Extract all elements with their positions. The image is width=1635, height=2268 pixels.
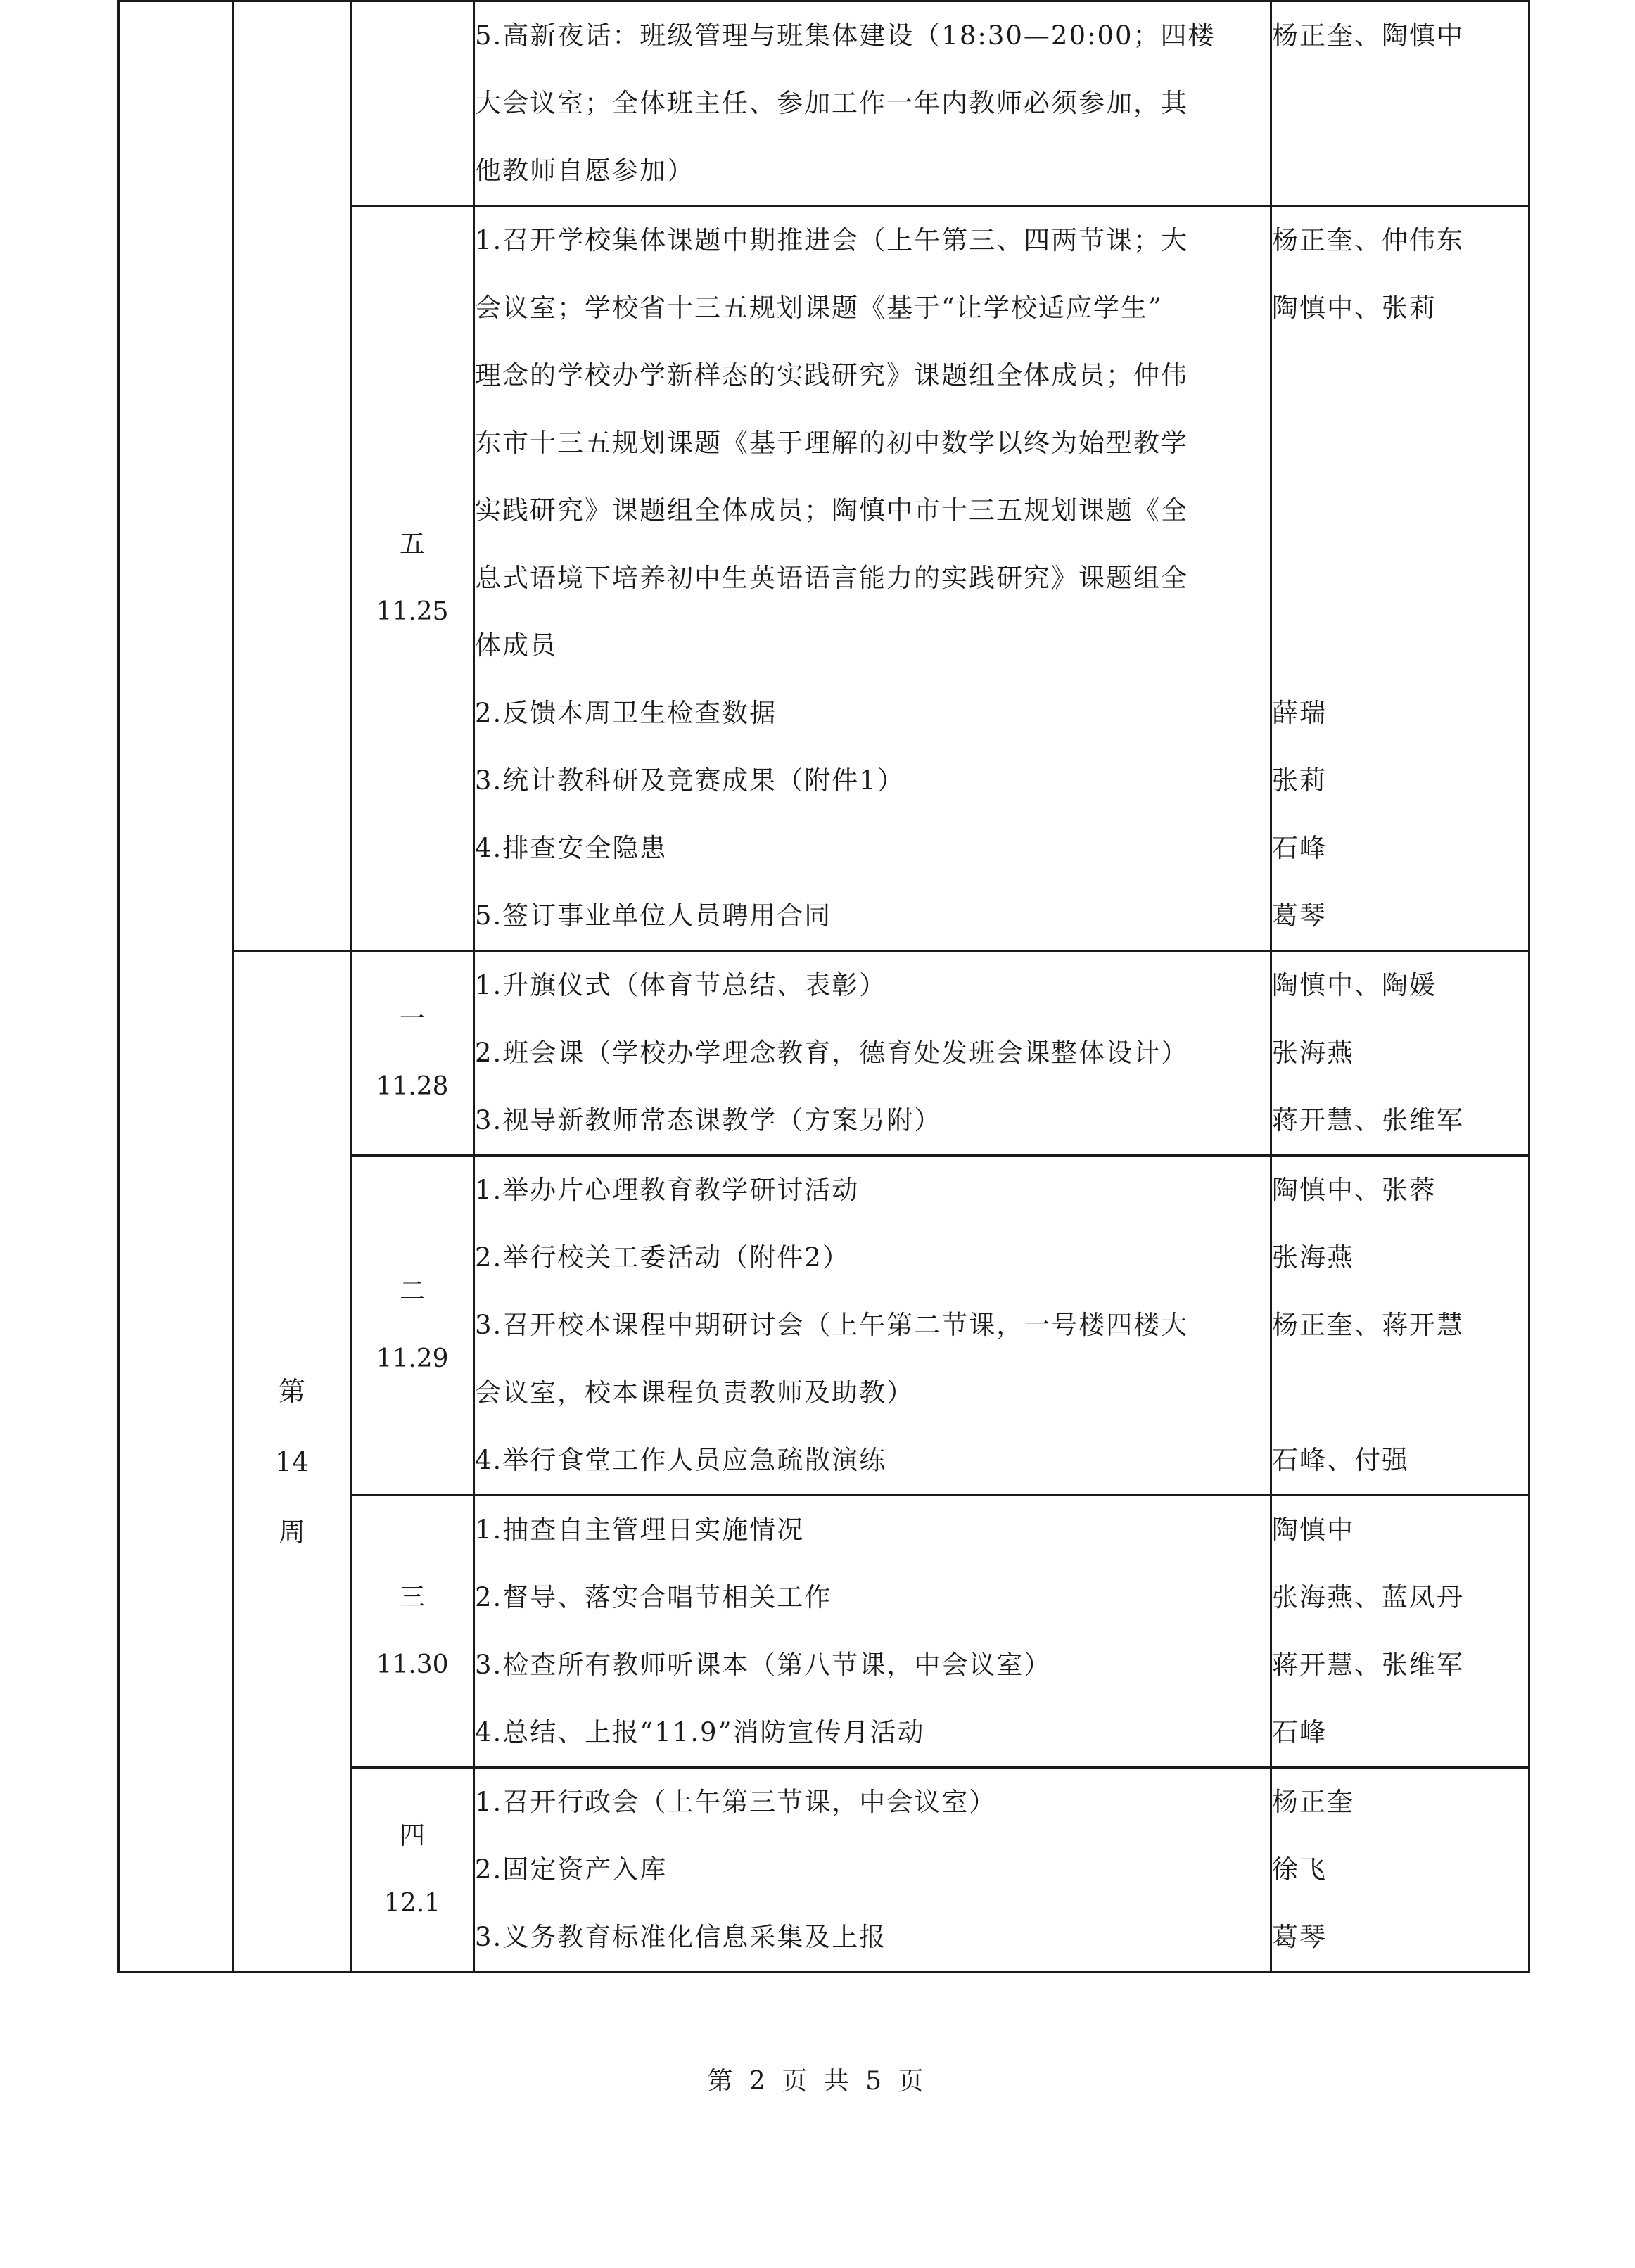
responsible-person: 葛琴 (1272, 1922, 1327, 1952)
task-line: 1.升旗仪式（体育节总结、表彰） (475, 970, 887, 1000)
task-line: 2.班会课（学校办学理念教育，德育处发班会课整体设计） (475, 1038, 1189, 1068)
day-label: 二 (399, 1277, 425, 1306)
task-line: 2.反馈本周卫生检查数据 (475, 698, 777, 728)
responsible-person: 徐飞 (1272, 1854, 1327, 1885)
task-line: 会议室；学校省十三五规划课题《基于“让学校适应学生” (475, 293, 1163, 323)
person-spacer (1272, 612, 1528, 680)
task-line: 3.视导新教师常态课教学（方案另附） (475, 1105, 942, 1135)
responsible-person: 张莉 (1272, 765, 1327, 796)
task-line: 他教师自愿参加） (475, 155, 694, 186)
day-cell (351, 1156, 474, 1496)
week-cell-previous (234, 1, 351, 951)
day-label: 一 (399, 1005, 425, 1033)
page-footer: 第 2 页 共 5 页 (707, 2067, 928, 2096)
week-label-suffix: 周 (278, 1516, 305, 1548)
task-line: 东市十三五规划课题《基于理解的初中数学以终为始型教学 (475, 428, 1188, 458)
person-spacer (1272, 342, 1528, 409)
responsible-person: 张海燕 (1272, 1038, 1354, 1068)
responsible-person: 葛琴 (1272, 900, 1327, 931)
blank-column-cell (119, 1, 234, 1973)
day-cell (351, 1, 474, 206)
day-label: 五 (399, 530, 425, 559)
task-line: 1.抽查自主管理日实施情况 (475, 1515, 805, 1545)
responsible-person: 张海燕 (1272, 1242, 1354, 1273)
task-line: 理念的学校办学新样态的实践研究》课题组全体成员；仲伟 (475, 360, 1188, 390)
responsible-person: 杨正奎、陶慎中 (1272, 20, 1464, 51)
date-label: 11.28 (376, 1072, 449, 1101)
date-label: 11.25 (376, 597, 449, 626)
persons-cell (1271, 206, 1529, 951)
person-spacer (1272, 477, 1528, 544)
responsible-person: 杨正奎、蒋开慧 (1272, 1310, 1464, 1340)
task-line: 3.检查所有教师听课本（第八节课，中会议室） (475, 1650, 1052, 1680)
responsible-person: 张海燕、蓝凤丹 (1272, 1582, 1464, 1612)
schedule-row (119, 951, 1529, 1156)
person-spacer (1272, 409, 1528, 477)
persons-cell (1271, 1156, 1529, 1496)
task-line: 3.召开校本课程中期研讨会（上午第二节课，一号楼四楼大 (475, 1310, 1189, 1340)
week-label-prefix: 第 (278, 1375, 305, 1407)
day-cell (351, 1496, 474, 1768)
day-label: 四 (399, 1821, 425, 1850)
tasks-cell (474, 1496, 1271, 1768)
person-spacer (1272, 70, 1528, 137)
task-line: 2.举行校关工委活动（附件2） (475, 1242, 850, 1273)
schedule-table (117, 0, 1530, 1973)
responsible-person: 杨正奎、仲伟东 (1272, 225, 1464, 255)
responsible-person: 石峰、付强 (1272, 1445, 1409, 1475)
day-cell (351, 951, 474, 1156)
responsible-person: 陶慎中 (1272, 1515, 1354, 1545)
tasks-cell (474, 206, 1271, 951)
task-line: 5.签订事业单位人员聘用合同 (475, 900, 832, 931)
responsible-person: 陶慎中、陶媛 (1272, 970, 1437, 1000)
day-label: 三 (399, 1583, 425, 1612)
task-line: 实践研究》课题组全体成员；陶慎中市十三五规划课题《全 (475, 495, 1188, 525)
date-label: 12.1 (383, 1889, 441, 1918)
schedule-row (119, 1, 1529, 206)
day-cell (351, 1768, 474, 1973)
responsible-person: 薛瑞 (1272, 698, 1327, 728)
tasks-cell (474, 1156, 1271, 1496)
task-line: 2.督导、落实合唱节相关工作 (475, 1582, 832, 1612)
responsible-person: 石峰 (1272, 1717, 1327, 1747)
task-line: 1.召开行政会（上午第三节课，中会议室） (475, 1787, 997, 1817)
date-label: 11.29 (376, 1344, 449, 1373)
task-line: 5.高新夜话：班级管理与班集体建设（18:30—20:00；四楼 (475, 20, 1216, 51)
responsible-person: 陶慎中、张蓉 (1272, 1175, 1437, 1205)
task-line: 4.总结、上报“11.9”消防宣传月活动 (475, 1717, 925, 1747)
task-line: 1.召开学校集体课题中期推进会（上午第三、四两节课；大 (475, 225, 1189, 255)
task-line: 会议室，校本课程负责教师及助教） (475, 1377, 914, 1408)
responsible-person: 杨正奎 (1272, 1787, 1354, 1817)
tasks-cell (474, 1768, 1271, 1973)
task-line: 2.固定资产入库 (475, 1854, 668, 1885)
task-line: 4.排查安全隐患 (475, 833, 668, 863)
date-label: 11.30 (376, 1650, 449, 1679)
task-line: 4.举行食堂工作人员应急疏散演练 (475, 1445, 887, 1475)
task-line: 体成员 (475, 630, 557, 661)
responsible-person: 石峰 (1272, 833, 1327, 863)
tasks-cell (474, 1, 1271, 206)
tasks-cell (474, 951, 1271, 1156)
person-spacer (1272, 137, 1528, 205)
task-line: 3.统计教科研及竞赛成果（附件1） (475, 765, 905, 796)
person-spacer (1272, 544, 1528, 612)
persons-cell (1271, 1496, 1529, 1768)
person-spacer (1272, 1359, 1528, 1427)
day-cell (351, 206, 474, 951)
week-cell (234, 951, 351, 1973)
persons-cell (1271, 951, 1529, 1156)
persons-cell (1271, 1, 1529, 206)
task-line: 3.义务教育标准化信息采集及上报 (475, 1922, 887, 1952)
task-line: 息式语境下培养初中生英语语言能力的实践研究》课题组全 (475, 563, 1188, 593)
week-label-number: 14 (274, 1446, 310, 1477)
persons-cell (1271, 1768, 1529, 1973)
responsible-person: 蒋开慧、张维军 (1272, 1105, 1464, 1135)
task-line: 1.举办片心理教育教学研讨活动 (475, 1175, 860, 1205)
task-line: 大会议室；全体班主任、参加工作一年内教师必须参加，其 (475, 88, 1188, 118)
responsible-person: 陶慎中、张莉 (1272, 293, 1437, 323)
responsible-person: 蒋开慧、张维军 (1272, 1650, 1464, 1680)
